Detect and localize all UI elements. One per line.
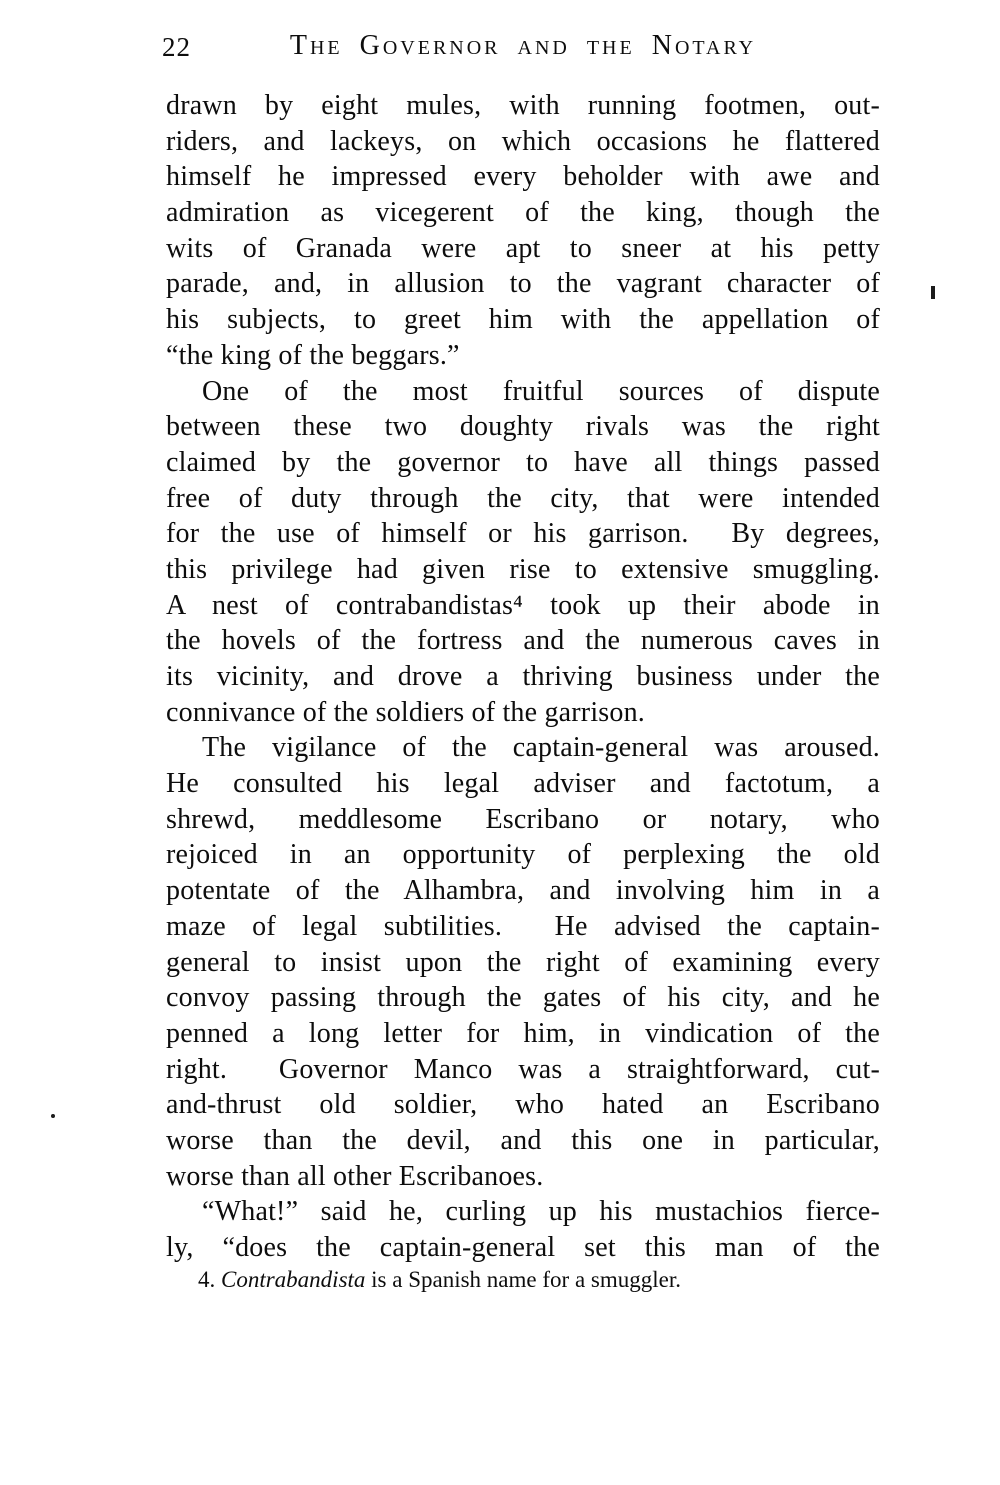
text-line: its vicinity, and drove a thriving business under the [166,661,880,692]
text-line: wits of Granada were apt to sneer at his petty [166,232,880,264]
scan-artifact-dot [51,1114,55,1118]
text-line: for the use of himself or his garrison. By degrees, [166,518,880,550]
text-line: admiration as vicegerent of the king, though the [166,197,880,229]
text-line: worse than the devil, and this one in particular, [166,1124,880,1156]
text-line: shrewd, meddlesome Escribano or notary, who [166,803,880,835]
text-line: between these two doughty rivals was the right [166,411,880,443]
footnote-term: Contrabandista [221,1267,366,1292]
text-line: rejoiced in an opportunity of perplexing the old [166,839,880,871]
text-line: general to insist upon the right of examining every [166,946,880,978]
text-line: He consulted his legal adviser and factotum, a [166,768,880,800]
text-line: One of the most fruitful sources of dispute [202,375,880,407]
text-line: The vigilance of the captain-general was aroused. [202,732,880,764]
text-line: claimed by the governor to have all things passed [166,446,880,478]
text-line: connivance of the soldiers of the garrison. [166,696,646,728]
text-line: “the king of the beggars.” [166,339,460,371]
text-line: and-thrust old soldier, who hated an Escribano [166,1089,880,1121]
footnote-number: 4. [198,1267,216,1292]
text-line: this privilege had given rise to extensive smuggling. [166,553,880,585]
text-line: free of duty through the city, that were intended [166,482,880,514]
text-line: A nest of contrabandistas⁴ took up their abode in [166,589,880,621]
text-line: his subjects, to greet him with the appellation of [166,304,880,336]
text-line: parade, and, in allusion to the vagrant character of [166,268,880,300]
text-line: himself he impressed every beholder with awe and [166,161,880,193]
scan-artifact-tick [931,286,935,299]
text-line: ly, “does the captain-general set this man of the [166,1232,880,1263]
footnote [198,1266,858,1294]
running-title: The Governor and the Notary [289,30,757,61]
body-text [166,88,880,1266]
text-line: the hovels of the fortress and the numerous caves in [166,625,880,657]
text-line: “What!” said he, curling up his mustachios fierce- [202,1196,880,1228]
footnote-text: is a Spanish name for a smuggler. [371,1267,681,1292]
text-line: right. Governor Manco was a straightforward, cut- [166,1053,880,1085]
text-line: drawn by eight mules, with running footmen, out- [166,90,880,121]
text-line: maze of legal subtilities. He advised the captain- [166,910,880,942]
text-line: riders, and lackeys, on which occasions he flattered [166,125,880,157]
text-line: convoy passing through the gates of his city, and he [166,982,880,1014]
page-header [162,30,880,70]
page-number: 22 [162,32,191,62]
text-line: potentate of the Alhambra, and involving him in a [166,875,880,907]
text-line: penned a long letter for him, in vindication of the [166,1017,880,1049]
text-line: worse than all other Escribanoes. [166,1160,544,1192]
